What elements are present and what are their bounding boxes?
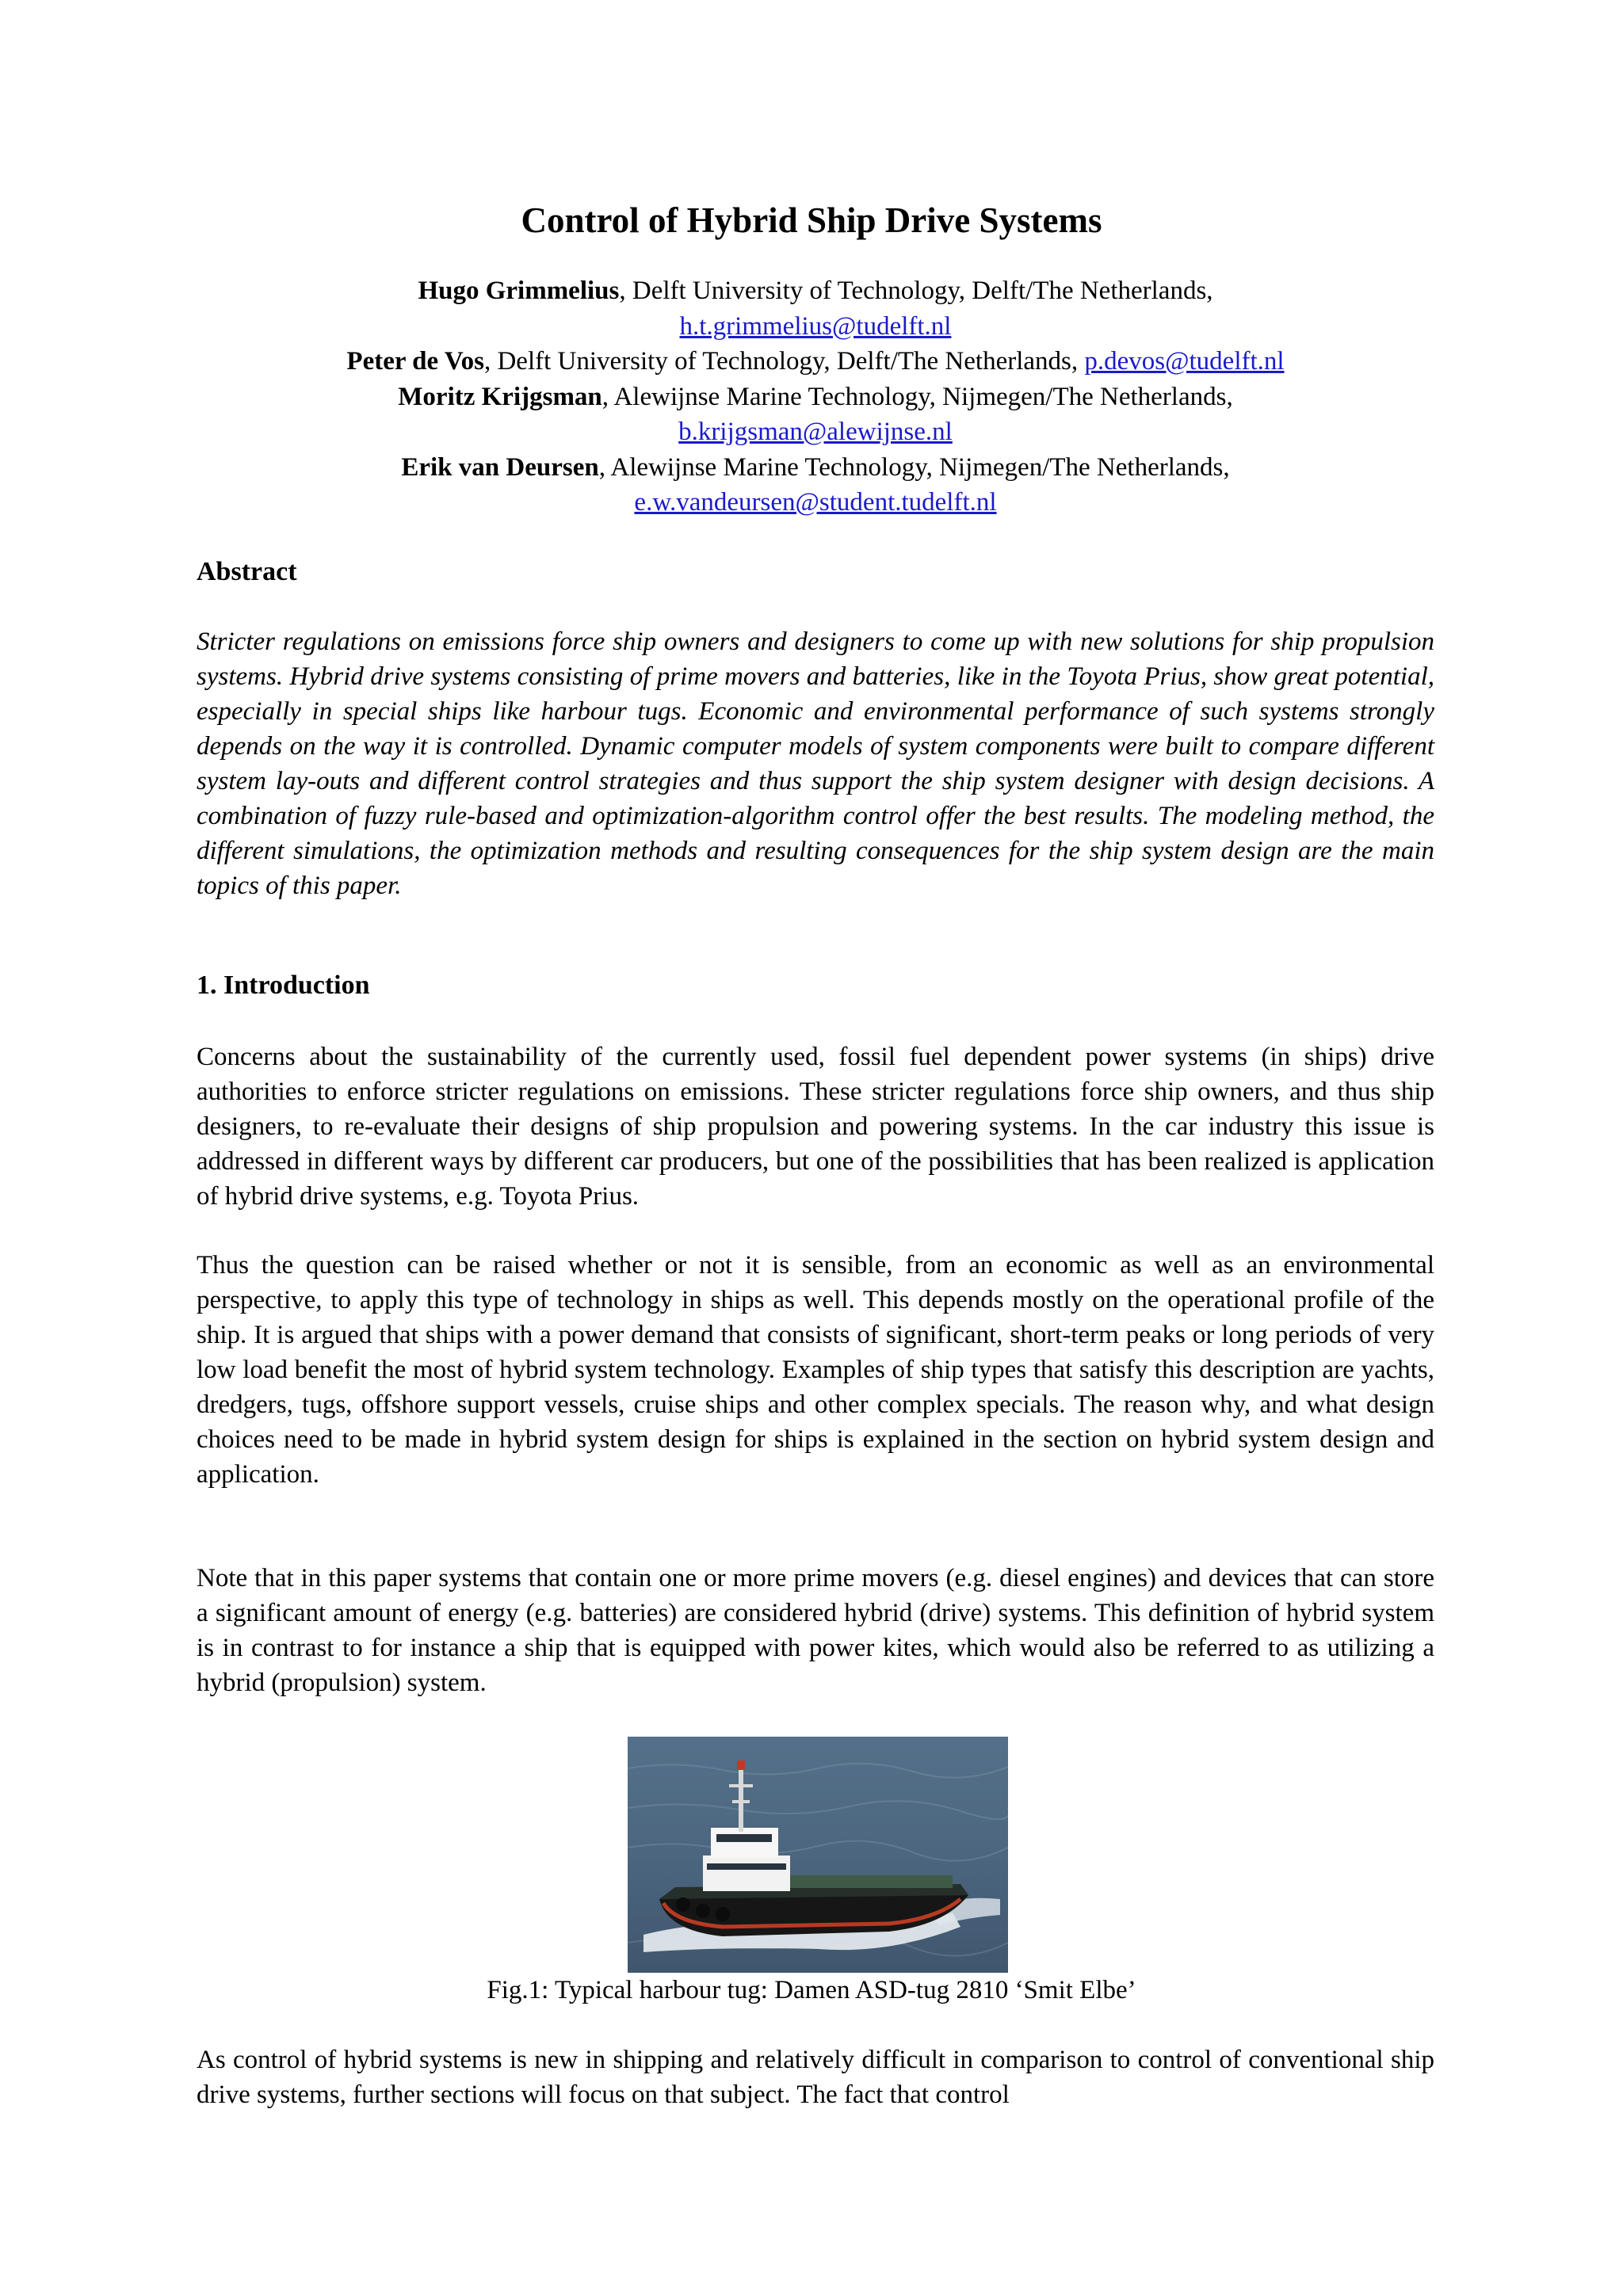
author-block <box>197 273 1434 521</box>
author-affiliation: , Alewijnse Marine Technology, Nijmegen/The Netherlands, <box>598 452 1230 482</box>
author-email-link[interactable]: b.krijgsman@alewijnse.nl <box>678 418 953 446</box>
intro-paragraph-2: Thus the question can be raised whether or not it is sensible, from an economic as well as an environmental perspective, to apply this type of technology in ships as well. This depends mostly on the operational profile of the ship. It is argued that ships with a power demand that consists of significant, short-term peaks or long periods of very low load benefit the most of hybrid system technology. Examples of ship types that satisfy this description are yachts, dredgers, tugs, offshore support vessels, cruise ships and other complex specials. The reason why, and what design choices need to be made in hybrid system design for ships is explained in the section on hybrid system design and application. <box>197 1251 1434 1489</box>
intro-paragraph-4: As control of hybrid systems is new in shipping and relatively difficult in comparison to control of conventional ship drive systems, further sections will focus on that subject. The fact that control <box>197 2046 1434 2109</box>
intro-paragraph-1: Concerns about the sustainability of the currently used, fossil fuel dependent power systems (in ships) drive authorities to enforce stricter regulations on emissions. These stricter regulations force ship owners, and thus ship designers, to re-evaluate their designs of ship propulsion and powering systems. In the car industry this issue is addressed in different ways by different car producers, but one of the possibilities that has been realized is application of hybrid drive systems, e.g. Toyota Prius. <box>197 1043 1434 1211</box>
author-email-link[interactable]: e.w.vandeursen@student.tudelft.nl <box>634 488 997 517</box>
author-entry <box>197 450 1434 521</box>
author-name: Peter de Vos <box>346 347 484 376</box>
author-entry <box>197 344 1434 379</box>
abstract-text: Stricter regulations on emissions force ship owners and designers to come up with new solutions for ship propulsion systems. Hybrid drive systems consisting of prime movers and batteries, like in the Toyota Prius, show great potential, especially in special ships like harbour tugs. Economic and environmental performance of such systems strongly depends on the way it is controlled. Dynamic computer models of system components were built to compare different system lay-outs and different control strategies and thus support the ship system designer with design decisions. A combination of fuzzy rule-based and optimization-algorithm control offer the best results. The modeling method, the different simulations, the optimization methods and resulting consequences for the ship system design are the main topics of this paper. <box>197 627 1434 900</box>
author-affiliation: , Delft University of Technology, Delft/The Netherlands, <box>619 277 1213 305</box>
author-entry <box>197 379 1434 450</box>
section-heading-introduction: 1. Introduction <box>197 971 370 1000</box>
author-email-link[interactable]: h.t.grimmelius@tudelft.nl <box>679 311 952 341</box>
author-email-link[interactable]: p.devos@tudelft.nl <box>1084 347 1285 376</box>
paper-title: Control of Hybrid Ship Drive Systems <box>521 200 1102 240</box>
author-name: Hugo Grimmelius <box>418 277 620 305</box>
intro-paragraph-3: Note that in this paper systems that contain one or more prime movers (e.g. diesel engines) and devices that can store a significant amount of energy (e.g. batteries) are considered hybrid (drive) systems. This definition of hybrid system is in contrast to for instance a ship that is equipped with power kites, which would also be referred to as utilizing a hybrid (propulsion) system. <box>197 1564 1434 1697</box>
author-affiliation: , Delft University of Technology, Delft/The Netherlands, <box>483 347 1085 376</box>
figure-caption: Fig.1: Typical harbour tug: Damen ASD-tug 2810 ‘Smit Elbe’ <box>487 1976 1136 2004</box>
abstract-heading: Abstract <box>197 557 297 586</box>
author-entry <box>197 273 1434 344</box>
author-name: Erik van Deursen <box>401 452 599 482</box>
author-affiliation: , Alewijnse Marine Technology, Nijmegen/The Netherlands, <box>601 382 1233 411</box>
author-name: Moritz Krijgsman <box>398 382 602 411</box>
tug-illustration <box>628 1737 1008 1973</box>
figure-tug-photo <box>628 1737 1008 1973</box>
